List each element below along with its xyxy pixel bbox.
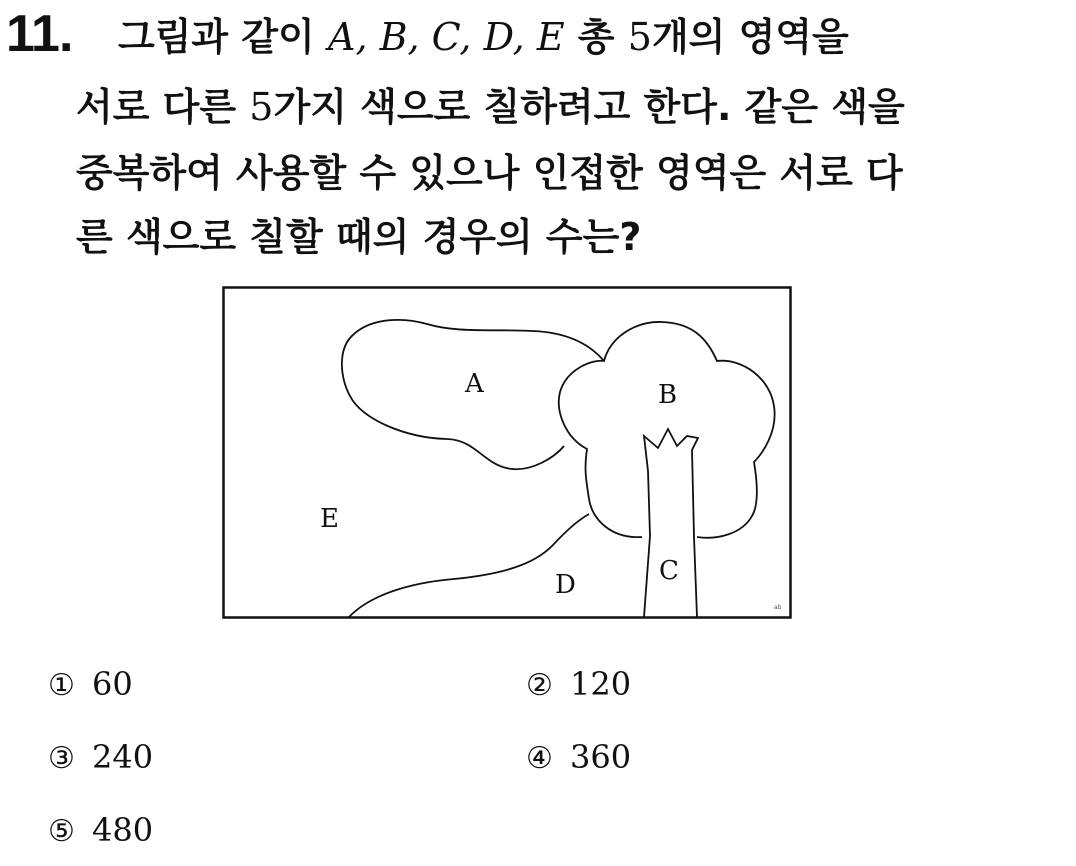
region-count: 5 [627,15,652,59]
choice-2-mark: ② [526,668,553,703]
question-line-2-pre: 서로 다른 [76,85,250,129]
choice-3-mark: ③ [48,741,75,776]
question-line-1-post: 개의 영역을 [651,15,849,59]
choice-3-value: 240 [92,738,154,776]
color-count: 5 [249,85,274,129]
question-number: 11. [6,5,73,63]
region-e-label: E [320,504,339,534]
choice-1-value: 60 [92,665,133,703]
choice-5-mark: ⑤ [48,814,75,849]
region-figure [222,286,792,619]
question-line-1-mid: 총 [564,15,628,59]
question-line-1 [118,10,849,64]
choice-5[interactable] [48,810,153,852]
choice-2-value: 120 [570,665,632,703]
figure-frame [224,288,791,618]
question-line-3: 중복하여 사용할 수 있으나 인접한 영역은 서로 다 [76,151,903,195]
choice-2[interactable] [526,664,631,706]
corner-mark: ab [774,604,782,611]
question-line-2-post: 가지 색으로 칠하려고 한다. 같은 색을 [273,85,905,129]
region-b-label: B [658,380,678,410]
choice-4-value: 360 [570,738,632,776]
choice-1[interactable] [48,664,133,706]
region-d-label: D [555,570,576,600]
choice-1-mark: ① [48,668,75,703]
choice-5-value: 480 [92,811,154,849]
choice-4[interactable] [526,737,631,779]
region-a-label: A [465,369,484,399]
region-list: A, B, C, D, E [328,15,565,59]
choice-4-mark: ④ [526,741,553,776]
question-line-2 [76,80,905,134]
question-line-1-pre: 그림과 같이 [118,15,328,59]
question-line-4: 른 색으로 칠할 때의 경우의 수는? [76,215,642,259]
choice-3[interactable] [48,737,153,779]
region-c-label: C [659,556,679,586]
